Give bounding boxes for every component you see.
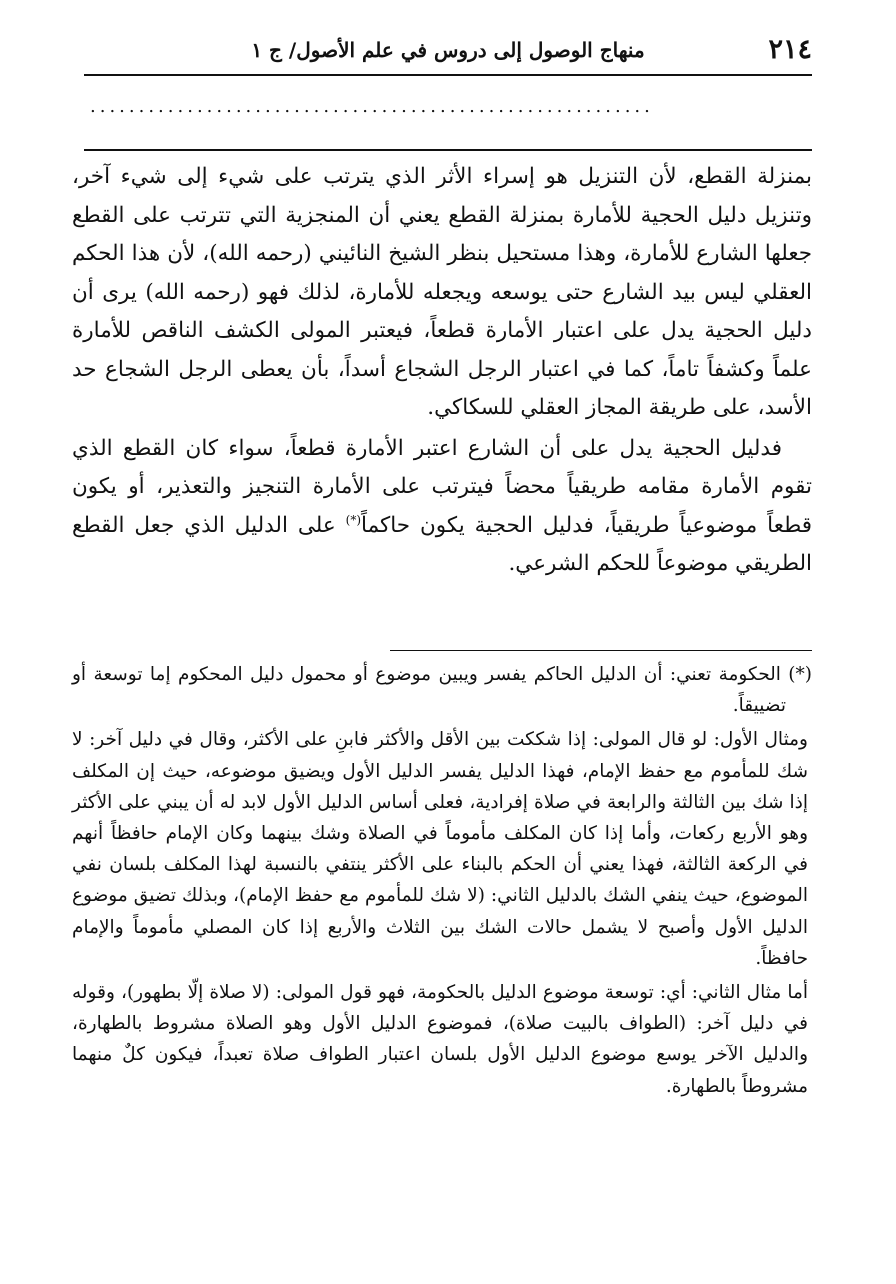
header-divider [84, 74, 812, 76]
body-divider [84, 149, 812, 151]
footnote-definition: (*) الحكومة تعني: أن الدليل الحاكم يفسر ويبين موضوع أو محمول دليل المحكوم إما توسعة أو تضييقاً. [72, 664, 812, 717]
footnote-marker: (*) [345, 512, 362, 527]
footnote-divider [390, 650, 812, 651]
omission-dots: .......................................................... [90, 96, 654, 117]
main-text [72, 158, 812, 584]
footnote-example-2: أما مثال الثاني: أي: توسعة موضوع الدليل بالحكومة، فهو قول المولى: (لا صلاة إلّا بطهور)، وقوله في دليل آخر: (الطواف بالبيت صلاة)، فموضوع الدليل الأول وهو الصلاة مشروط بالطهارة، والدليل الآخر يوسع موضوع الدليل الأول بلسان اعتبار الطواف صلاة تعبداً، فيكون كلٌ منهما مشروطاً بالطهارة. [72, 982, 808, 1097]
paragraph-2-after: على الدليل الذي جعل القطع الطريقي موضوعاً للحكم الشرعي. [72, 512, 812, 576]
footnotes [72, 659, 812, 1102]
paragraph-1: بمنزلة القطع، لأن التنزيل هو إسراء الأثر الذي يترتب على شيء إلى شيء آخر، وتنزيل دليل الحجية للأمارة بمنزلة القطع يعني أن المنجزية التي تترتب على القطع جعلها الشارع للأمارة، وهذا مستحيل بنظر الشيخ النائيني (رحمه الله)، لأن هذا الحكم العقلي ليس بيد الشارع حتى يوسعه ويجعله للأمارة، لذلك فهو (رحمه الله) يرى أن دليل الحجية يدل على اعتبار الأمارة قطعاً، فيعتبر المولى الكشف الناقص للأمارة علماً وكشفاً تاماً، كما في اعتبار الرجل الشجاع أسداً، بأن يعطى الرجل الشجاع حد الأسد، على طريقة المجاز العقلي للسكاكي. [72, 164, 812, 420]
footnote-example-1: ومثال الأول: لو قال المولى: إذا شككت بين الأقل والأكثر فابنِ على الأكثر، وقال في دليل آخر: لا شك للمأموم مع حفظ الإمام، فهذا الدليل يفسر الدليل الأول ويضيق موضوعه، حيث إن المكلف إذا شك بين الثالثة والرابعة في صلاة إفرادية، فعلى أساس الدليل الأول لابد له أن يبني على الأكثر وهو الأربع ركعات، وأما إذا كان المكلف مأموماً في الصلاة وشك بينهما وكان الإمام حافظاً أنهم في الركعة الثالثة، فهذا يعني أن الحكم بالبناء على الأكثر ينتفي بالنسبة لهذا المكلف بلسان نفي الموضوع، حيث ينفي الشك بالدليل الثاني: (لا شك للمأموم مع حفظ الإمام)، وبذلك تضيق موضوع الدليل الأول وأصبح لا يشمل حالات الشك بين الثلاث والأربع إذا كان المصلي مأموماً والإمام حافظاً. [72, 729, 808, 969]
paragraph-2-before: فدليل الحجية يدل على أن الشارع اعتبر الأمارة قطعاً، سواء كان القطع الذي تقوم الأمارة مقامه طريقياً محضاً فيترتب على الأمارة التنجيز والتعذير، أو يكون قطعاً موضوعياً طريقياً، فدليل الحجية يكون حاكماً [72, 435, 812, 538]
book-title: منهاج الوصول إلى دروس في علم الأصول/ ج ١ [251, 38, 645, 62]
paragraph-2 [72, 430, 812, 584]
page-header [84, 30, 812, 70]
page-number: ٢١٤ [768, 34, 812, 65]
